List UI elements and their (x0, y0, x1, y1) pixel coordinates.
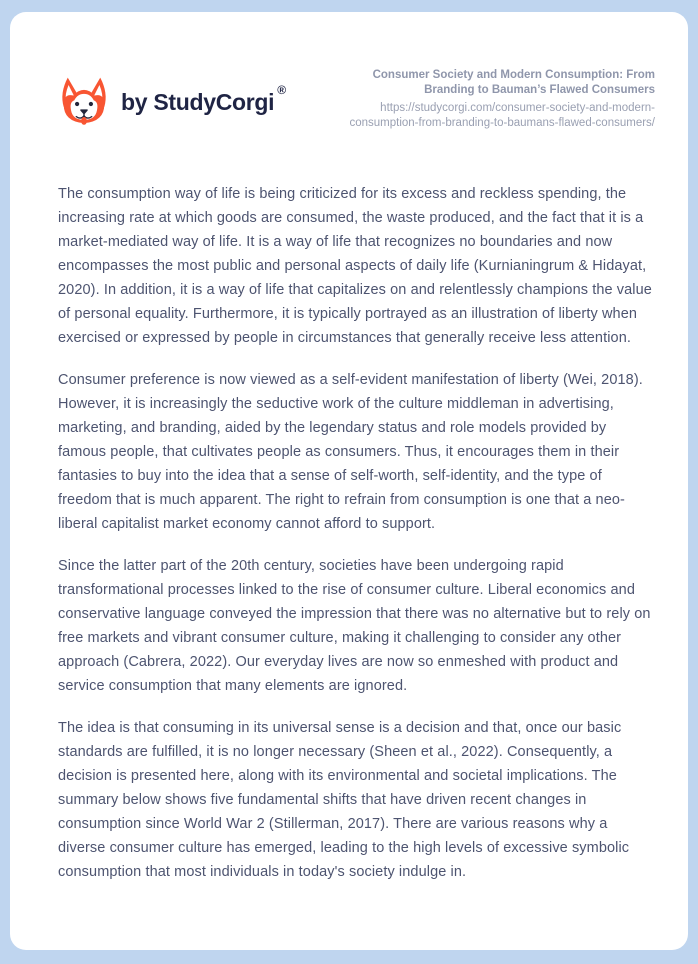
brand-name: by StudyCorgi ® (121, 82, 286, 115)
document-header (58, 68, 655, 128)
document-card (10, 12, 688, 950)
corgi-logo-icon (58, 74, 110, 130)
registered-mark: ® (277, 82, 286, 97)
essay-body (58, 182, 655, 884)
essay-paragraph: The consumption way of life is being criticized for its excess and reckless spending, the increasing rate at which goods are consumed, the waste produced, and the fact that it is a market-mediated way of life. It is a way of life that recognizes no boundaries and now encompasses the most public and personal aspects of daily life (Kurnianingrum & Hidayat, 2020). In addition, it is a way of life that capitalizes on and relentlessly champions the value of personal equality. Furthermore, it is typically portrayed as an illustration of liberty when exercised or expressed by people in circumstances that generally receive less attention. (58, 186, 652, 346)
document-meta (349, 68, 655, 131)
document-url (349, 101, 655, 131)
essay-paragraph: Since the latter part of the 20th century, societies have been undergoing rapid transformational processes linked to the rise of consumer culture. Liberal economics and conservative language conveyed the impression that there was no alternative but to rely on free markets and vibrant consumer culture, making it challenging to consider any other approach (Cabrera, 2022). Our everyday lives are now so enmeshed with product and service consumption that many elements are ignored. (58, 558, 651, 694)
brand-logo[interactable] (58, 74, 286, 130)
essay-paragraph: The idea is that consuming in its universal sense is a decision and that, once our basic standards are fulfilled, it is no longer necessary (Sheen et al., 2022). Consequently, a decision is presented here, along with its environmental and societal implications. The summary below shows five fundamental shifts that have driven recent changes in consumption since World War 2 (Stillerman, 2017). There are various reasons why a diverse consumer culture has emerged, leading to the high levels of excessive symbolic consumption that most individuals in today's society indulge in. (58, 720, 630, 880)
document-title-line: Branding to Bauman’s Flawed Consumers (424, 84, 655, 96)
document-title-line: Consumer Society and Modern Consumption: From (372, 69, 655, 81)
document-url-line: https://studycorgi.com/consumer-society-and-modern- (380, 102, 655, 114)
document-title (349, 68, 655, 98)
document-url-line: consumption-from-branding-to-baumans-flawed-consumers/ (349, 117, 655, 129)
essay-paragraph: Consumer preference is now viewed as a self-evident manifestation of liberty (Wei, 2018). However, it is increasingly the seductive work of the culture middleman in advertising, marketing, and branding, aided by the legendary status and role models provided by famous people, that cultivates people as consumers. Thus, it encourages them in their fantasies to buy into the idea that a sense of self-worth, self-identity, and the type of freedom that is much apparent. The right to refrain from consumption is one that a neo-liberal capitalist market economy cannot afford to support. (58, 372, 643, 532)
